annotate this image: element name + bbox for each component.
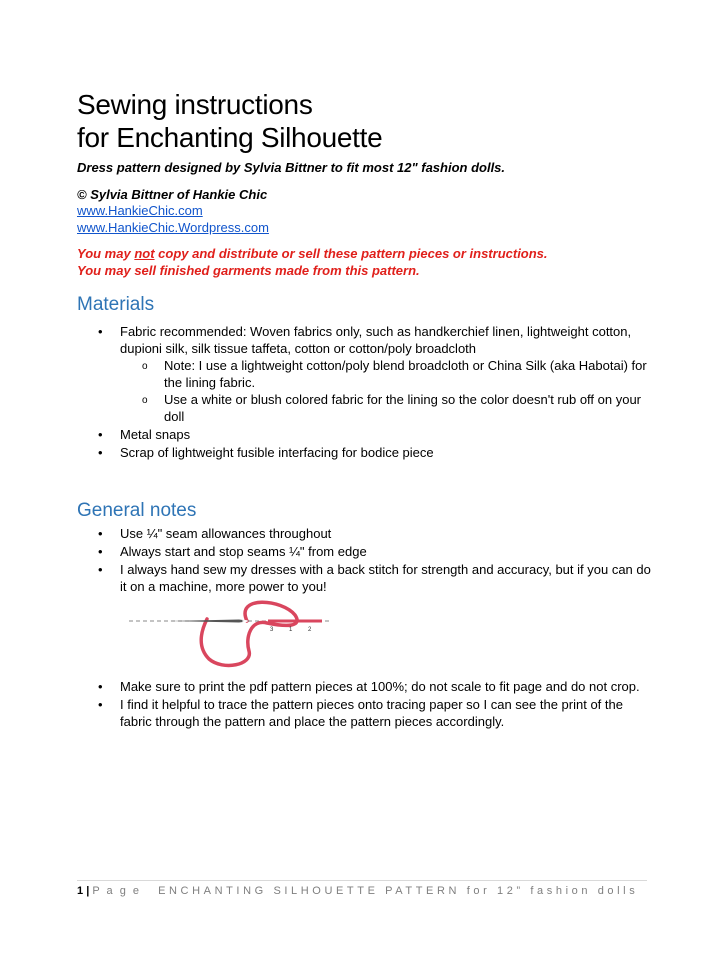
stitch-label-1: 1 (289, 627, 293, 633)
thread (201, 602, 297, 665)
materials-list (77, 323, 657, 462)
footer-title: ENCHANTING SILHOUETTE PATTERN for 12” fashion dolls (158, 885, 639, 897)
sublist-item: o Use a white or blush colored fabric for the lining so the color doesn't rub off on your doll (120, 391, 657, 425)
link-hankiechic[interactable]: www.HankieChic.com (77, 203, 203, 218)
materials-heading: Materials (77, 294, 155, 315)
list-item: • Scrap of lightweight fusible interfacing for bodice piece (77, 444, 657, 461)
document-title (77, 88, 382, 154)
copy-notice-line-2: You may sell finished garments made from this pattern. (77, 263, 420, 278)
materials-sublist (120, 357, 657, 425)
notice-text-b: copy and distribute or sell these pattern pieces or instructions. (154, 246, 548, 261)
sublist-item: o Note: I use a lightweight cotton/poly blend broadcloth or China Silk (aka Habotai) for the lining fabric. (120, 357, 657, 391)
stitch-label-3: 3 (270, 627, 274, 633)
list-item: • I find it helpful to trace the pattern pieces onto tracing paper so I can see the print of the fabric through the pattern and place the pattern pieces accordingly. (77, 696, 657, 730)
notice-text-a: You may (77, 246, 135, 261)
copy-notice-line-1 (77, 246, 548, 261)
list-item (77, 323, 657, 425)
back-stitch-illustration (127, 597, 337, 669)
page-footer (77, 885, 638, 897)
stitch-label-2: 2 (308, 627, 312, 633)
footer-divider (77, 880, 647, 881)
list-item: • Make sure to print the pdf pattern pieces at 100%; do not scale to fit page and do not crop. (77, 678, 657, 695)
list-item: • Use ¼" seam allowances throughout (77, 525, 657, 542)
list-item: • I always hand sew my dresses with a back stitch for strength and accuracy, but if you can do it on a machine, more power to you! (77, 561, 657, 595)
page-label: P a g e (92, 885, 141, 897)
needle-eye (242, 620, 248, 622)
general-notes-list-b (77, 678, 657, 731)
page-number: 1 (77, 885, 84, 897)
needle (169, 620, 251, 623)
link-hankiechic-wordpress[interactable]: www.HankieChic.Wordpress.com (77, 220, 269, 235)
title-line-2: for Enchanting Silhouette (77, 122, 383, 153)
copyright: © Sylvia Bittner of Hankie Chic (77, 187, 268, 202)
title-line-1: Sewing instructions (77, 89, 313, 120)
footer-separator: | (86, 885, 90, 897)
list-item-text: Fabric recommended: Woven fabrics only, such as handkerchief linen, lightweight cotton, dupioni silk, silk tissue taffeta, cotton or cotton/poly broadcloth (120, 324, 632, 356)
list-item: • Metal snaps (77, 426, 657, 443)
subtitle: Dress pattern designed by Sylvia Bittner to fit most 12" fashion dolls. (77, 160, 506, 175)
notice-emphasis: not (134, 246, 155, 261)
general-notes-heading: General notes (77, 500, 197, 521)
general-notes-list-a (77, 525, 657, 596)
list-item: • Always start and stop seams ¼" from edge (77, 543, 657, 560)
